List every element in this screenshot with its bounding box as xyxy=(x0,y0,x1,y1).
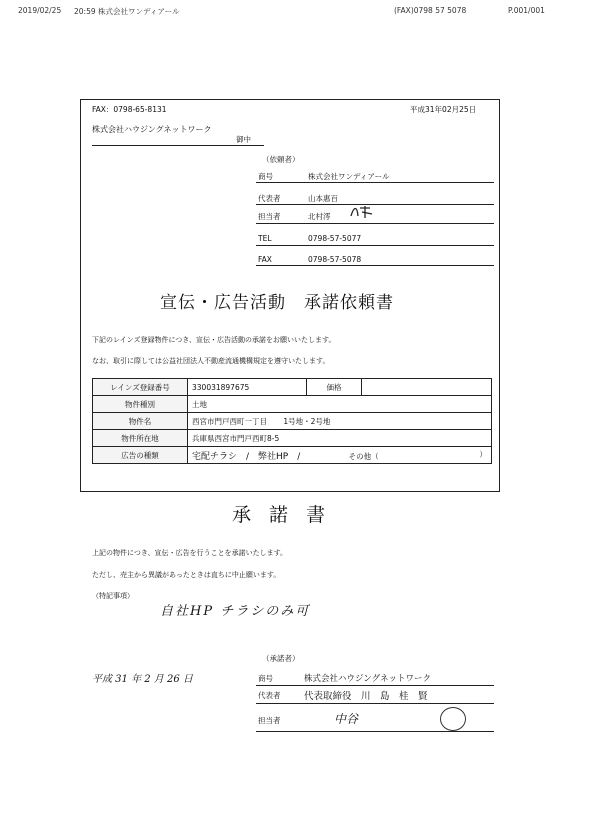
table-row xyxy=(93,396,492,413)
acceptor-representative: 代表取締役 川 島 桂 賢 xyxy=(304,691,428,702)
fax-line: FAX：0798-65-8131 xyxy=(92,105,167,114)
requester-tel: 0798-57-5077 xyxy=(308,234,362,243)
company-seal-stamp xyxy=(440,707,466,731)
request-paragraph-2: なお、取引に際しては公益社団法人不動産流通機構規定を遵守いたします。 xyxy=(92,357,330,365)
reins-number: 330031897675 xyxy=(188,379,307,396)
request-paragraph-1: 下記のレインズ登録物件につき、宣伝・広告活動の承諾をお願いいたします。 xyxy=(92,336,336,344)
requester-label-tel: TEL xyxy=(258,234,272,243)
requester-trade-name: 株式会社ワンディアール xyxy=(308,172,390,181)
table-row xyxy=(93,447,492,464)
table-row xyxy=(93,413,492,430)
document-date: 平成31年02月25日 xyxy=(410,105,477,114)
request-title: 宣伝・広告活動 承諾依頼書 xyxy=(160,293,394,313)
fax-number: (FAX)0798 57 5078 xyxy=(394,6,467,15)
acceptor-label-rep: 代表者 xyxy=(258,691,281,700)
property-lots: 1号地・2号地 xyxy=(283,416,331,426)
table-row xyxy=(93,430,492,447)
property-address: 兵庫県西宮市門戸西町8-5 xyxy=(188,430,492,447)
requester-label-contact: 担当者 xyxy=(258,212,281,221)
name-label: 物件名 xyxy=(93,413,188,430)
acceptor-heading: （承諾者） xyxy=(262,654,300,663)
property-table xyxy=(92,378,492,464)
price-label: 価格 xyxy=(307,379,362,396)
recipient-honorific: 御中 xyxy=(236,135,251,144)
consent-date: 平成 31 年 2 月 26 日 xyxy=(92,674,193,685)
acceptor-trade-name: 株式会社ハウジングネットワーク xyxy=(304,674,432,684)
media-other: その他（ xyxy=(348,451,379,461)
handwritten-seal-mark xyxy=(348,204,374,220)
fax-date: 2019/02/25 xyxy=(18,6,62,15)
requester-label-rep: 代表者 xyxy=(258,194,281,203)
media-label: 広告の種類 xyxy=(93,447,188,464)
media-close: ） xyxy=(479,449,487,459)
requester-heading: （依頼者） xyxy=(262,155,300,164)
table-row xyxy=(93,379,492,396)
special-note-handwritten: 自社HP チラシのみ可 xyxy=(160,604,311,619)
requester-contact: 北村澪 xyxy=(308,212,331,221)
consent-title: 承諾書 xyxy=(232,504,344,526)
requester-fax: 0798-57-5078 xyxy=(308,255,362,264)
fax-page: P.001/001 xyxy=(508,6,545,15)
requester-label-fax: FAX xyxy=(258,255,272,264)
consent-paragraph-1: 上記の物件につき、宣伝・広告を行うことを承諾いたします。 xyxy=(92,549,288,557)
reins-label: レインズ登録番号 xyxy=(93,379,188,396)
special-notes-heading: （特記事項） xyxy=(92,592,134,600)
recipient-underline xyxy=(92,145,264,146)
media-types: 宅配チラシ / 弊社HP / xyxy=(192,451,301,462)
fax-sender: 20:59 株式会社ワンディアール xyxy=(74,7,180,16)
address-label: 物件所在地 xyxy=(93,430,188,447)
type-label: 物件種別 xyxy=(93,396,188,413)
acceptor-contact-handwritten: 中谷 xyxy=(334,712,359,726)
type-value: 土地 xyxy=(188,396,492,413)
property-name: 西宮市門戸西町一丁目 xyxy=(192,416,267,426)
consent-paragraph-2: ただし、売主から異議があったときは直ちに中止願います。 xyxy=(92,571,281,579)
acceptor-label-trade: 商号 xyxy=(258,674,273,683)
requester-representative: 山本惠百 xyxy=(308,194,338,203)
price-value xyxy=(362,379,492,396)
acceptor-label-contact: 担当者 xyxy=(258,716,281,725)
requester-label-trade: 商号 xyxy=(258,172,273,181)
recipient-name: 株式会社ハウジングネットワーク xyxy=(92,125,212,134)
